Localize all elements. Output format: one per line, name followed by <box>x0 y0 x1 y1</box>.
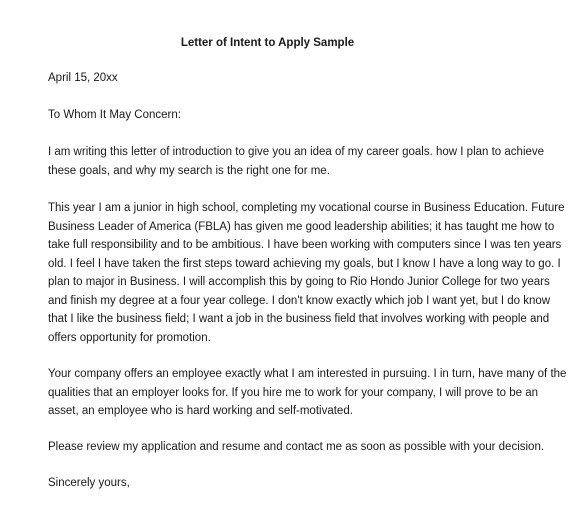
paragraph-line: that I like the business field; I want a job in the business field that involves working with people and <box>48 313 550 325</box>
letter-title: Letter of Intent to Apply Sample <box>180 37 355 49</box>
paragraph-line: take full responsibility and to be ambitious. I have been working with computers since I was ten years <box>48 239 562 251</box>
closing: Sincerely yours, <box>48 477 130 489</box>
paragraph-line: Your company offers an employee exactly what I am interested in pursuing. I in turn, have many of the <box>48 368 567 380</box>
salutation: To Whom It May Concern: <box>48 109 181 121</box>
paragraph-line: plan to major in Business. I will accomplish this by going to Rio Hondo Junior College for two years <box>48 276 550 288</box>
paragraph-line: old. I feel I have taken the first steps toward achieving my goals, but I know I have a long way to go. I <box>48 257 561 270</box>
paragraph-line: asset, an employee who is hard working and self-motivated. <box>48 405 353 417</box>
paragraph-line: offers opportunity for promotion. <box>48 331 211 344</box>
paragraph-request: Please review my application and resume and contact me as soon as possible with your decision. <box>48 441 545 453</box>
paragraph-line: qualities that an employer looks for. If you hire me to work for your company, I will prove to be an <box>48 386 539 399</box>
paragraph-line: and finish my degree at a four year college. I don't know exactly which job I want yet, but I do know <box>48 294 551 307</box>
paragraph-company <box>48 365 567 421</box>
paragraph-line: This year I am a junior in high school, completing my vocational course in Business Education. Future <box>48 202 565 214</box>
paragraph-background <box>48 199 565 347</box>
paragraph-line: I am writing this letter of introduction to give you an idea of my career goals. how I plan to achieve <box>48 146 545 158</box>
letter-date: April 15, 20xx <box>48 72 118 84</box>
paragraph-line: Business Leader of America (FBLA) has given me good leadership abilities; it has taught me how to <box>48 220 555 233</box>
paragraph-intro <box>48 143 545 180</box>
paragraph-line: these goals, and why my search is the right one for me. <box>48 164 330 177</box>
